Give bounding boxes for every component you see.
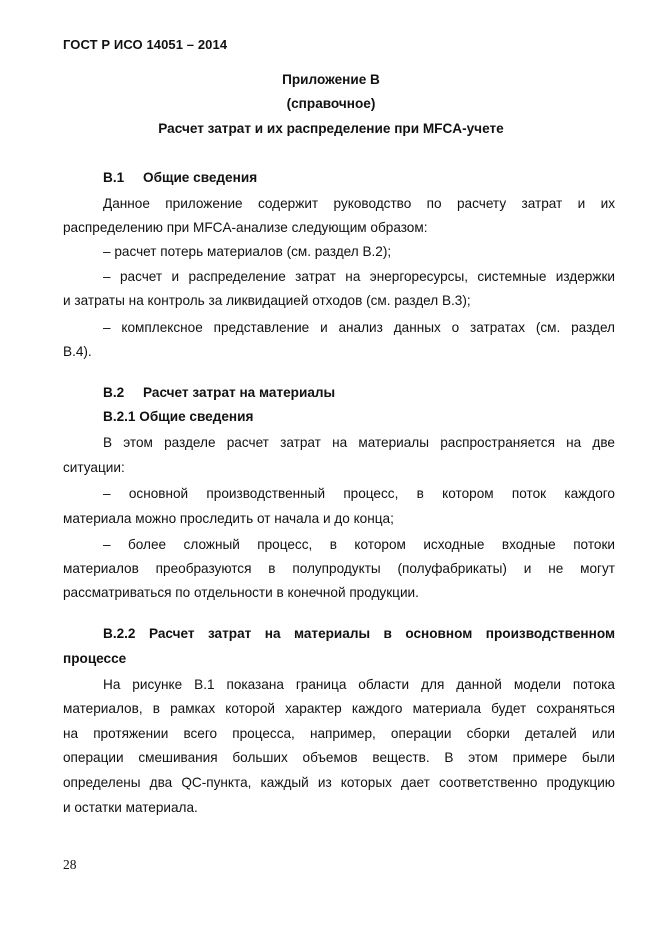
page-number: 28 <box>63 857 77 872</box>
section-b2-number: В.2 <box>103 385 125 400</box>
b21-list-item-1-line-1: – основной производственный процесс, в котором поток каждого <box>103 486 615 501</box>
appendix-title: Приложение В <box>282 72 380 87</box>
b21-paragraph-line-1: В этом разделе расчет затрат на материалы распространяется на две <box>103 435 615 450</box>
b1-list-item-3-line-1: – комплексное представление и анализ данных о затратах (см. раздел <box>103 320 615 335</box>
b1-list-item-2-line-2: и затраты на контроль за ликвидацией отходов (см. раздел В.3); <box>63 293 471 308</box>
b22-paragraph-line-4: операции смешивания больших объемов веществ. В этом примере были <box>63 750 615 765</box>
section-b21-heading: В.2.1 Общие сведения <box>103 409 254 424</box>
standard-header: ГОСТ Р ИСО 14051 – 2014 <box>63 37 228 52</box>
b1-list-item-2-line-1: – расчет и распределение затрат на энергоресурсы, системные издержки <box>103 269 615 284</box>
b1-list-item-3-line-2: В.4). <box>63 344 92 359</box>
b22-paragraph-line-3: на протяжении всего процесса, например, операции сборки деталей или <box>63 726 615 741</box>
section-b2-title: Расчет затрат на материалы <box>143 385 336 400</box>
section-b22-heading-line-1: В.2.2 Расчет затрат на материалы в основном производственном <box>103 626 615 641</box>
b22-paragraph-line-2: материалов, в рамках которой характер каждого материала будет сохраняться <box>63 701 615 716</box>
b1-intro-line-1: Данное приложение содержит руководство по расчету затрат и их <box>103 196 615 211</box>
section-b1-number: В.1 <box>103 170 125 185</box>
appendix-subtitle: Расчет затрат и их распределение при MFCA-учете <box>158 121 504 136</box>
b21-list-item-2-line-2: материалов преобразуются в полупродукты (полуфабрикаты) и не могут <box>63 561 615 576</box>
b22-paragraph-line-1: На рисунке В.1 показана граница области для данной модели потока <box>103 677 615 692</box>
appendix-kind: (справочное) <box>286 96 376 111</box>
b22-paragraph-line-5: определены два QC-пункта, каждый из которых дает соответственно продукцию <box>63 775 615 790</box>
b21-list-item-2-line-3: рассматриваться по отдельности в конечной продукции. <box>63 585 419 600</box>
b1-intro-line-2: распределению при MFCA-анализе следующим образом: <box>63 220 428 235</box>
b21-paragraph-line-2: ситуации: <box>63 460 125 475</box>
section-b2-heading <box>103 381 335 405</box>
b1-list-item-1: – расчет потерь материалов (см. раздел В.2); <box>103 244 392 259</box>
section-b1-heading <box>103 166 257 190</box>
b21-list-item-1-line-2: материала можно проследить от начала и до конца; <box>63 511 394 526</box>
b21-list-item-2-line-1: – более сложный процесс, в котором исходные входные потоки <box>103 537 615 552</box>
b22-paragraph-line-6: и остатки материала. <box>63 800 198 815</box>
section-b22-heading-line-2: процессе <box>63 651 127 666</box>
section-b1-title: Общие сведения <box>143 170 258 185</box>
